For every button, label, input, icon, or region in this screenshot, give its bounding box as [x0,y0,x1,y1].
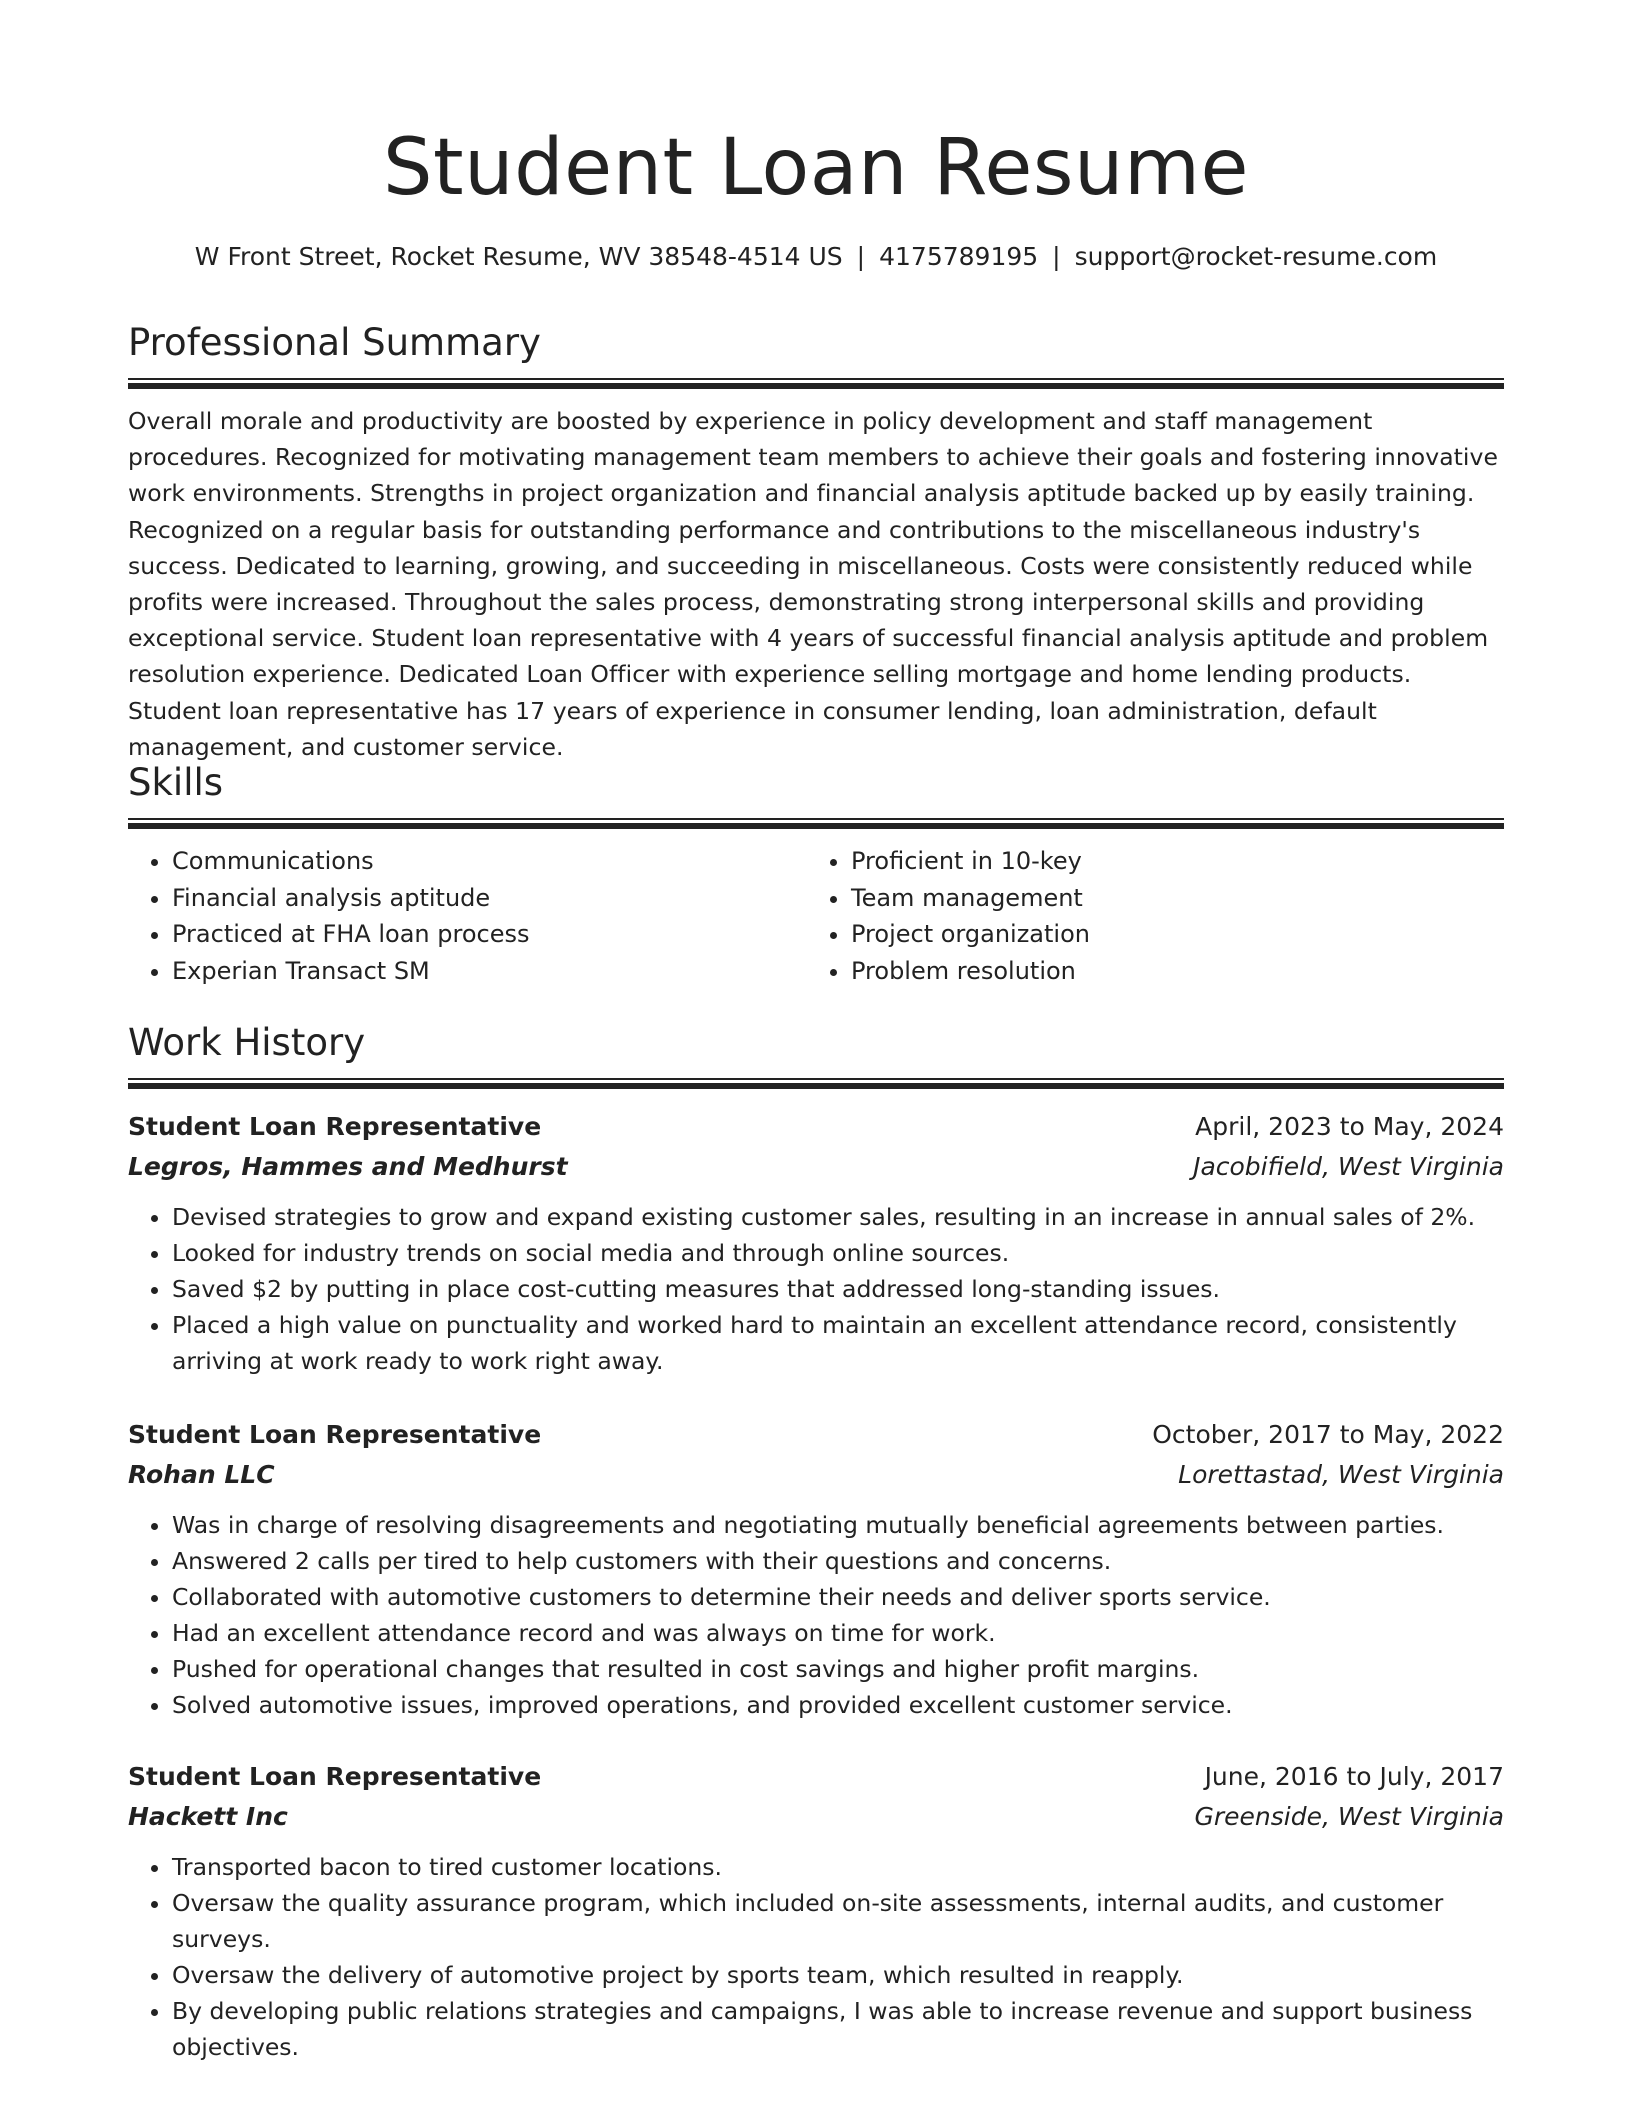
skill-item: • Communications [172,843,807,880]
job-bullets [128,1199,1504,1379]
job-company-row [128,1799,1504,1835]
job-location: Jacobifield, West Virginia [1193,1152,1504,1181]
job-header-row [128,1759,1504,1795]
section-divider [128,378,1504,389]
contact-separator: | [1052,242,1061,271]
skills-section [128,759,1504,989]
job-header-row [128,1109,1504,1145]
job-company: Hackett Inc [128,1802,288,1831]
job-bullet: • Looked for industry trends on social media and through online sources. [172,1235,1504,1271]
contact-separator: | [856,242,866,271]
job-header-row [128,1417,1504,1453]
job-bullet: • Oversaw the quality assurance program, which included on-site assessments, internal audits, and customer surveys. [172,1885,1504,1957]
job-dates: April, 2023 to May, 2024 [1195,1112,1504,1141]
job-entry [128,1109,1504,1379]
skill-item: • Problem resolution [851,953,1486,990]
work-history-heading: Work History [128,1021,366,1064]
job-bullet: • Oversaw the delivery of automotive project by sports team, which resulted in reapply. [172,1957,1504,1993]
job-bullet: • Had an excellent attendance record and was always on time for work. [172,1615,1504,1651]
summary-heading: Professional Summary [128,321,541,364]
skill-item: • Project organization [851,916,1486,953]
job-bullet: • Solved automotive issues, improved operations, and provided excellent customer service. [172,1687,1504,1723]
job-bullet: • Was in charge of resolving disagreements and negotiating mutually beneficial agreements between parties. [172,1507,1504,1543]
job-company-row [128,1149,1504,1185]
job-bullets [128,1849,1504,2065]
job-bullet: • Answered 2 calls per tired to help customers with their questions and concerns. [172,1543,1504,1579]
skills-list-right [807,843,1486,989]
job-company: Rohan LLC [128,1460,275,1489]
skills-heading: Skills [128,761,224,804]
job-title: Student Loan Representative [128,1112,542,1141]
job-bullet: • Transported bacon to tired customer locations. [172,1849,1504,1885]
section-divider [128,818,1504,829]
skill-item: • Experian Transact SM [172,953,807,990]
job-bullets [128,1507,1504,1723]
job-bullet: • Saved $2 by putting in place cost-cutting measures that addressed long-standing issues. [172,1271,1504,1307]
skill-item: • Financial analysis aptitude [172,880,807,917]
skills-columns [128,843,1504,989]
job-dates: June, 2016 to July, 2017 [1204,1762,1504,1791]
resume-title: Student Loan Resume [383,123,1249,213]
job-entry [128,1759,1504,2065]
job-bullet: • Devised strategies to grow and expand existing customer sales, resulting in an increase in annual sales of 2%. [172,1199,1504,1235]
contact-phone: 4175789195 [879,242,1039,271]
section-divider [128,1078,1504,1089]
summary-section [128,319,1504,765]
job-bullet: • Collaborated with automotive customers to determine their needs and deliver sports service. [172,1579,1504,1615]
contact-address: W Front Street, Rocket Resume, WV 38548-4514 US [194,242,843,271]
skill-item: • Team management [851,880,1486,917]
job-entry [128,1417,1504,1723]
summary-text: Overall morale and productivity are boosted by experience in policy development and staff management procedures. Recognized for motivating management team members to achieve their goals and fostering innovative work environments. Strengths in project organization and financial analysis aptitude backed up by easily training. Recognized on a regular basis for outstanding performance and contributions to the miscellaneous industry's success. Dedicated to learning, growing, and succeeding in miscellaneous. Costs were consistently reduced while profits were increased. Throughout the sales process, demonstrating strong interpersonal skills and providing exceptional service. Student loan representative with 4 years of successful financial analysis aptitude and problem resolution experience. Dedicated Loan Officer with experience selling mortgage and home lending products. Student loan representative has 17 years of experience in consumer lending, loan administration, default management, and customer service. [128,407,1498,761]
job-title: Student Loan Representative [128,1762,542,1791]
contact-line [128,239,1504,275]
job-company: Legros, Hammes and Medhurst [128,1152,568,1181]
skills-list-left [128,843,807,989]
job-dates: October, 2017 to May, 2022 [1152,1420,1504,1449]
job-bullet: • Pushed for operational changes that resulted in cost savings and higher profit margins. [172,1651,1504,1687]
job-company-row [128,1457,1504,1493]
job-bullet: • Placed a high value on punctuality and worked hard to maintain an excellent attendance record, consistently arriving at work ready to work right away. [172,1307,1504,1379]
skill-item: • Proficient in 10-key [851,843,1486,880]
skill-item: • Practiced at FHA loan process [172,916,807,953]
contact-email: support@rocket-resume.com [1074,242,1438,271]
work-history-section [128,1019,1504,1089]
job-bullet: • By developing public relations strategies and campaigns, I was able to increase revenue and support business objectives. [172,1993,1504,2065]
job-location: Greenside, West Virginia [1194,1802,1504,1831]
job-title: Student Loan Representative [128,1420,542,1449]
job-location: Lorettastad, West Virginia [1178,1460,1504,1489]
